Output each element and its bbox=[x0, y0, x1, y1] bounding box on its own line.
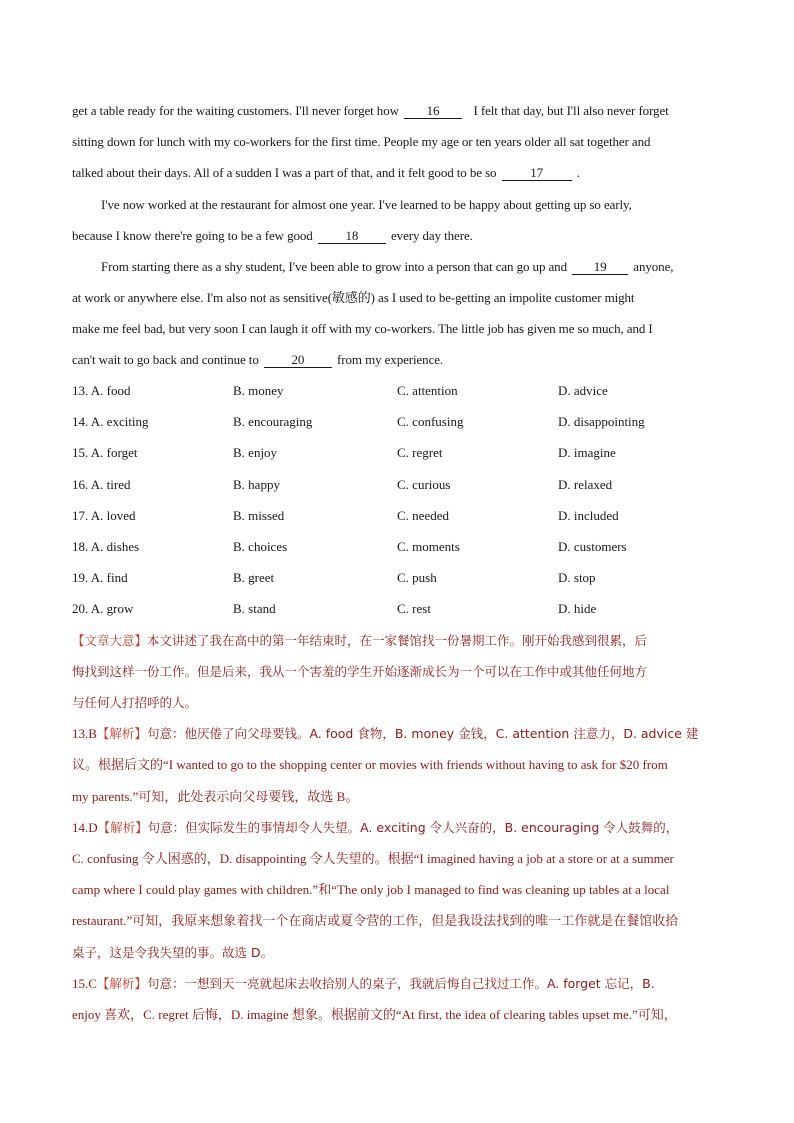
passage-text: . bbox=[576, 165, 580, 180]
explanation-13 bbox=[72, 726, 724, 742]
passage-text: get a table ready for the waiting customers. I'll never forget how bbox=[72, 103, 399, 118]
passage-line bbox=[72, 165, 724, 181]
passage-line bbox=[72, 228, 724, 244]
passage-text: I felt that day, but I'll also never forget bbox=[473, 103, 669, 118]
analysis-tag: 【解析】 bbox=[96, 726, 147, 741]
option-c: C. regret bbox=[397, 445, 443, 460]
passage-line: sitting down for lunch with my co-workers for the first time. People my age or ten years older all sat together and bbox=[72, 134, 651, 149]
explanation-line: camp where I could play games with children.”和“The only job I managed to find was cleaning up tables at a local bbox=[72, 882, 670, 897]
passage-text: because I know there're going to be a few good bbox=[72, 228, 313, 243]
option-c: C. curious bbox=[397, 477, 451, 492]
option-c: C. push bbox=[397, 570, 437, 585]
passage-line bbox=[72, 352, 724, 368]
question-15-options bbox=[72, 445, 732, 461]
blank-19: 19 bbox=[572, 260, 628, 275]
answer-key: 15.C bbox=[72, 976, 97, 991]
option-d: D. advice bbox=[558, 383, 608, 398]
blank-17: 17 bbox=[502, 166, 572, 181]
summary-text: 本文讲述了我在高中的第一年结束时，在一家餐馆找一份暑期工作。刚开始我感到很累，后 bbox=[147, 633, 648, 648]
passage-text: from my experience. bbox=[337, 352, 444, 367]
option-c: C. needed bbox=[397, 508, 449, 523]
passage-line bbox=[72, 103, 724, 119]
passage-text: can't wait to go back and continue to bbox=[72, 352, 259, 367]
summary-line: 与任何人打招呼的人。 bbox=[72, 695, 198, 710]
option-c: C. moments bbox=[397, 539, 460, 554]
explanation-text: 句意：但实际发生的事情却令人失望。A. exciting 令人兴奋的，B. encouraging 令人鼓舞的， bbox=[147, 820, 679, 835]
question-20-options bbox=[72, 601, 732, 617]
question-14-options bbox=[72, 414, 732, 430]
passage-line bbox=[101, 259, 724, 275]
option-d: D. disappointing bbox=[558, 414, 645, 429]
explanation-line: C. confusing 令人困惑的，D. disappointing 令人失望的。根据“I imagined having a job at a store or at a summer bbox=[72, 851, 674, 866]
option-b: B. happy bbox=[233, 477, 280, 492]
explanation-14 bbox=[72, 820, 724, 836]
option-a: 18. A. dishes bbox=[72, 539, 140, 554]
explanation-line: my parents.”可知，此处表示向父母要钱，故选 B。 bbox=[72, 789, 359, 804]
option-a: 15. A. forget bbox=[72, 445, 138, 460]
question-13-options bbox=[72, 383, 732, 399]
summary-line bbox=[72, 633, 724, 649]
explanation-text: 句意：一想到天一亮就起床去收拾别人的桌子，我就后悔自己找过工作。A. forget 忘记，B. bbox=[146, 976, 655, 991]
question-19-options bbox=[72, 570, 732, 586]
option-a: 17. A. loved bbox=[72, 508, 136, 523]
summary-tag: 【文章大意】 bbox=[72, 633, 148, 648]
option-a: 14. A. exciting bbox=[72, 414, 149, 429]
option-a: 20. A. grow bbox=[72, 601, 134, 616]
explanation-text: 句意：他厌倦了向父母要钱。A. food 食物，B. money 金钱，C. attention 注意力，D. advice 建 bbox=[146, 726, 699, 741]
passage-line: at work or anywhere else. I'm also not as sensitive(敏感的) as I used to be-getting an impolite customer might bbox=[72, 290, 635, 305]
option-c: C. confusing bbox=[397, 414, 464, 429]
option-d: D. customers bbox=[558, 539, 627, 554]
option-b: B. choices bbox=[233, 539, 288, 554]
summary-line: 悔找到这样一份工作。但是后来，我从一个害羞的学生开始逐渐成长为一个可以在工作中或其他任何地方 bbox=[72, 664, 648, 679]
passage-text: talked about their days. All of a sudden I was a part of that, and it felt good to be so bbox=[72, 165, 497, 180]
option-d: D. hide bbox=[558, 601, 597, 616]
passage-text: anyone, bbox=[633, 259, 674, 274]
option-d: D. stop bbox=[558, 570, 596, 585]
passage-line: I've now worked at the restaurant for almost one year. I've learned to be happy about getting up so early, bbox=[101, 197, 632, 212]
blank-16: 16 bbox=[404, 104, 462, 119]
option-c: C. rest bbox=[397, 601, 431, 616]
option-d: D. imagine bbox=[558, 445, 616, 460]
answer-key: 13.B bbox=[72, 726, 97, 741]
passage-text: From starting there as a shy student, I've been able to grow into a person that can go up and bbox=[101, 259, 567, 274]
option-b: B. enjoy bbox=[233, 445, 278, 460]
question-16-options bbox=[72, 477, 732, 493]
question-17-options bbox=[72, 508, 732, 524]
explanation-line: 桌子，这是令我失望的事。故选 D。 bbox=[72, 945, 274, 960]
explanation-15 bbox=[72, 976, 724, 992]
option-c: C. attention bbox=[397, 383, 458, 398]
option-b: B. missed bbox=[233, 508, 285, 523]
option-b: B. money bbox=[233, 383, 284, 398]
explanation-line: enjoy 喜欢，C. regret 后悔，D. imagine 想象。根据前文的“At first, the idea of clearing tables upset me.”可知， bbox=[72, 1007, 677, 1022]
option-a: 16. A. tired bbox=[72, 477, 131, 492]
explanation-line: 议。根据后文的“I wanted to go to the shopping center or movies with friends without having to ask for $20 from bbox=[72, 757, 668, 772]
blank-18: 18 bbox=[318, 229, 386, 244]
explanation-line: restaurant.”可知，我原来想象着找一个在商店或夏令营的工作，但是我设法找到的唯一工作就是在餐馆收拾 bbox=[72, 913, 679, 928]
option-a: 13. A. food bbox=[72, 383, 131, 398]
answer-key: 14.D bbox=[72, 820, 98, 835]
question-18-options bbox=[72, 539, 732, 555]
option-d: D. relaxed bbox=[558, 477, 613, 492]
blank-20: 20 bbox=[264, 353, 332, 368]
option-b: B. greet bbox=[233, 570, 275, 585]
passage-text: every day there. bbox=[391, 228, 473, 243]
option-a: 19. A. find bbox=[72, 570, 128, 585]
analysis-tag: 【解析】 bbox=[96, 976, 147, 991]
analysis-tag: 【解析】 bbox=[97, 820, 148, 835]
option-d: D. included bbox=[558, 508, 619, 523]
passage-line: make me feel bad, but very soon I can laugh it off with my co-workers. The little job has given me so much, and I bbox=[72, 321, 653, 336]
option-b: B. encouraging bbox=[233, 414, 313, 429]
option-b: B. stand bbox=[233, 601, 276, 616]
